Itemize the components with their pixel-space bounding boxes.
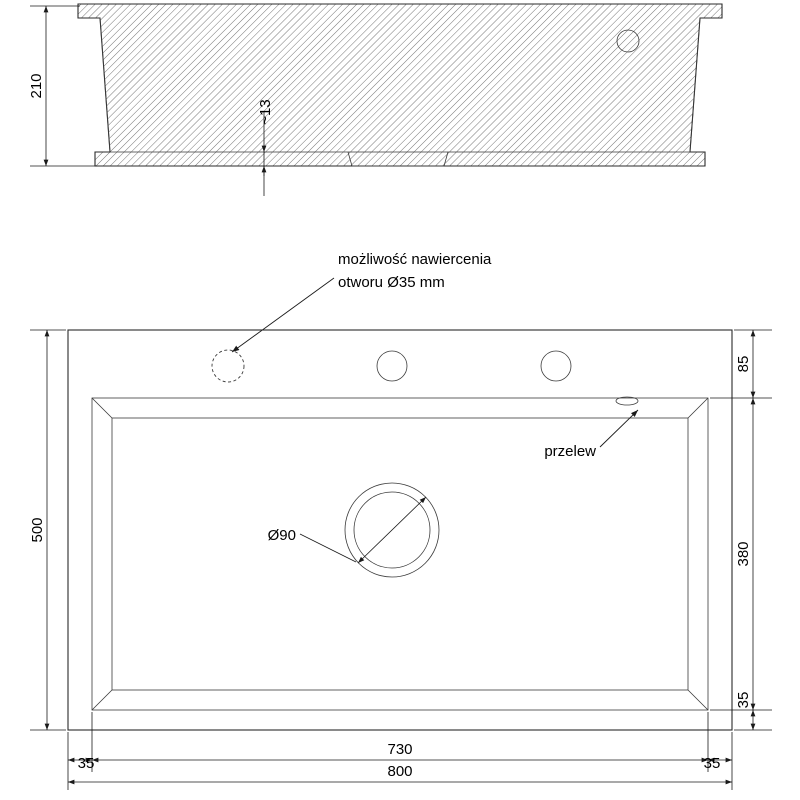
cross-section-view — [28, 4, 722, 196]
dim-label-35-right: 35 — [703, 755, 721, 772]
dim-label-730: 730 — [387, 741, 413, 758]
section-wall-profile — [78, 4, 722, 166]
dim-label-800: 800 — [387, 763, 413, 780]
overflow-label: przelew — [544, 443, 596, 460]
bowl-corner-bevels — [92, 398, 708, 710]
tap-hole-note-line1: możliwość nawiercenia — [338, 251, 492, 268]
tap-hole-note-line2: otworu Ø35 mm — [338, 274, 445, 291]
top-outer-rect — [68, 330, 732, 730]
optional-tap-hole — [212, 350, 244, 382]
drain-diameter-label: Ø90 — [267, 527, 296, 544]
tap-hole-annotation — [232, 251, 492, 352]
tap-hole-center — [377, 351, 407, 381]
dim-label-thickness: ~13 — [257, 99, 274, 125]
dim-label-85: 85 — [735, 355, 752, 373]
drain-diameter-leader — [300, 534, 356, 562]
bowl-inner-rect — [112, 418, 688, 690]
dim-label-depth-500: 500 — [29, 517, 46, 543]
dim-label-380: 380 — [735, 541, 752, 567]
dim-label-35-left: 35 — [77, 755, 95, 772]
top-view — [29, 330, 772, 790]
dim-label-35-bottom: 35 — [735, 691, 752, 709]
tap-hole-right — [541, 351, 571, 381]
bowl-outer-rect — [92, 398, 708, 710]
overflow-leader — [600, 410, 638, 447]
drain-diameter-line — [358, 497, 426, 563]
tap-hole-leader — [232, 278, 334, 352]
dim-label-height: 210 — [28, 73, 45, 99]
